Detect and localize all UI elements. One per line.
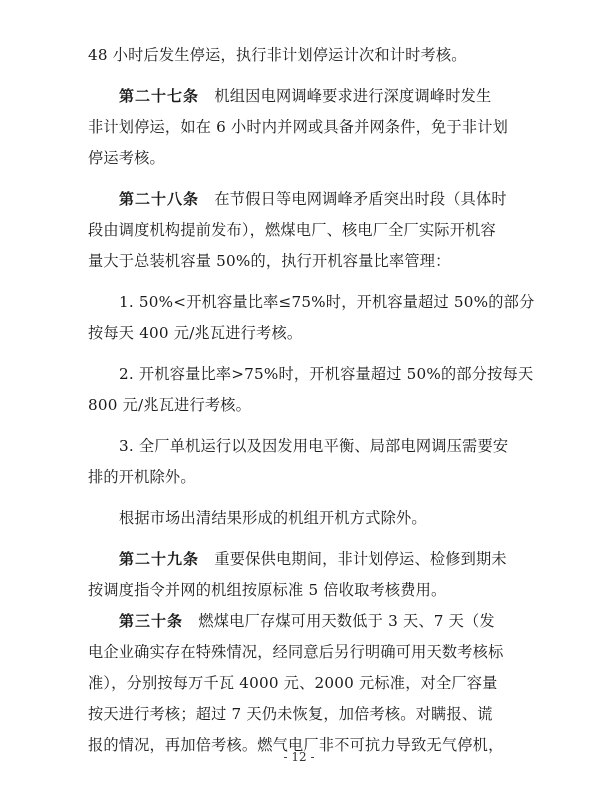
list-item-2: 2. 开机容量比率>75%时，开机容量超过 50%的部分按每天: [119, 365, 534, 383]
article-text: 机组因电网调峰要求进行深度调峰时发生: [199, 87, 492, 105]
paragraph-line: 按每天 400 元/兆瓦进行考核。: [88, 324, 303, 342]
paragraph-line: 800 元/兆瓦进行考核。: [88, 396, 252, 414]
article-30-line: [88, 606, 518, 637]
article-text: 燃煤电厂存煤可用天数低于 3 天、7 天（发: [183, 612, 495, 630]
paragraph-line: 段由调度机构提前发布），燃煤电厂、核电厂全厂实际开机容: [88, 221, 496, 239]
paragraph-line: 电企业确实存在特殊情况，经同意后另行明确可用天数考核标: [88, 643, 504, 661]
paragraph-line: 准），分别按每万千瓦 4000 元、2000 元标准，对全厂容量: [88, 674, 498, 692]
list-item-1: 1. 50%<开机容量比率≤75%时，开机容量超过 50%的部分: [119, 293, 535, 311]
document-body: [88, 40, 535, 761]
article-heading: 第二十九条: [119, 550, 200, 568]
article-heading: 第二十七条: [119, 87, 200, 105]
paragraph-line: 根据市场出清结果形成的机组开机方式除外。: [119, 509, 427, 527]
article-27-line: [88, 81, 518, 112]
paragraph-line: 报的情况，再加倍考核。燃气电厂非不可抗力导致无气停机，: [88, 736, 504, 754]
article-heading: 第三十条: [119, 612, 184, 630]
page-number: - 12 -: [283, 750, 315, 764]
article-28-line: [88, 184, 518, 215]
paragraph-line: 按天进行考核；超过 7 天仍未恢复，加倍考核。对瞒报、谎: [88, 705, 493, 723]
paragraph-line: 量大于总装机容量 50%的，执行开机容量比率管理：: [88, 252, 451, 270]
paragraph-line: 按调度指令并网的机组按原标准 5 倍收取考核费用。: [88, 581, 447, 599]
article-heading: 第二十八条: [119, 190, 200, 208]
paragraph-line: 48 小时后发生停运，执行非计划停运计次和计时考核。: [88, 46, 467, 64]
article-text: 重要保供电期间，非计划停运、检修到期未: [199, 550, 507, 568]
paragraph-line: 非计划停运，如在 6 小时内并网或具备并网条件，免于非计划: [88, 118, 508, 136]
list-item-3: 3. 全厂单机运行以及因发用电平衡、局部电网调压需要安: [119, 437, 509, 455]
paragraph-line: 停运考核。: [88, 149, 165, 167]
article-text: 在节假日等电网调峰矛盾突出时段（具体时: [199, 190, 507, 208]
paragraph-line: 排的开机除外。: [88, 468, 196, 486]
article-29-line: [88, 544, 518, 575]
